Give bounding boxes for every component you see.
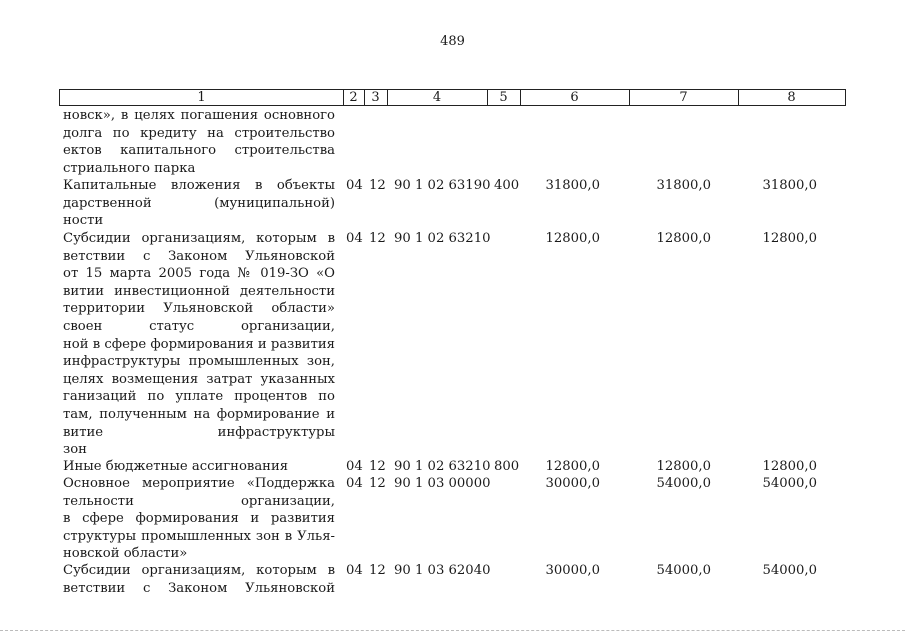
- description-line: своен статус организации,: [63, 318, 335, 334]
- row-4-col-8: 54000,0: [762, 476, 817, 491]
- row-1-col-3: 12: [369, 178, 386, 193]
- description-line: структуры промышленных зон в Улья-: [63, 528, 335, 544]
- row-3-col-7: 12800,0: [656, 459, 711, 474]
- row-1-col-7: 31800,0: [656, 178, 711, 193]
- description-line: целях возмещения затрат указанных: [63, 371, 335, 387]
- page-number: 489: [440, 34, 465, 49]
- row-1-col-5: 400: [494, 178, 520, 193]
- row-1-description: [63, 177, 335, 230]
- description-line: ности: [63, 213, 104, 229]
- description-line: дарственной (муниципальной): [63, 195, 335, 211]
- row-5-col-2: 04: [346, 563, 363, 578]
- description-line: ектов капитального строительства: [63, 143, 335, 159]
- row-5-col-3: 12: [369, 563, 386, 578]
- column-header-1: 1: [59, 89, 344, 106]
- description-line: ветствии с Законом Ульяновской: [63, 248, 335, 264]
- description-line: ной в сфере формирования и развития: [63, 336, 335, 352]
- row-2-col-3: 12: [369, 231, 386, 246]
- description-line: Субсидии организациям, которым в: [63, 231, 335, 246]
- row-3-col-2: 04: [346, 459, 363, 474]
- description-line: новск», в целях погашения основного: [63, 108, 335, 123]
- row-5-col-4: 90 1 03 62040: [394, 563, 491, 578]
- row-3-col-3: 12: [369, 459, 386, 474]
- description-line: зон: [63, 442, 87, 458]
- description-line: ганизаций по уплате процентов по: [63, 389, 335, 405]
- row-4-description: [63, 475, 335, 563]
- column-header-3: 3: [364, 89, 388, 106]
- description-line: ветствии с Законом Ульяновской: [63, 580, 335, 596]
- row-2-col-6: 12800,0: [545, 231, 600, 246]
- row-2-description: [63, 230, 335, 459]
- description-line: Основное мероприятие «Поддержка: [63, 476, 335, 491]
- column-header-2: 2: [343, 89, 365, 106]
- row-4-col-7: 54000,0: [656, 476, 711, 491]
- row-3-col-4: 90 1 02 63210: [394, 459, 491, 474]
- row-0-description: [63, 107, 335, 177]
- row-1-col-6: 31800,0: [545, 178, 600, 193]
- row-2-col-2: 04: [346, 231, 363, 246]
- description-line: Субсидии организациям, которым в: [63, 563, 335, 578]
- column-header-6: 6: [520, 89, 630, 106]
- description-line: в сфере формирования и развития: [63, 511, 335, 527]
- row-5-col-7: 54000,0: [656, 563, 711, 578]
- description-line: там, полученным на формирование и: [63, 406, 335, 422]
- row-4-col-4: 90 1 03 00000: [394, 476, 491, 491]
- row-1-col-8: 31800,0: [762, 178, 817, 193]
- row-3-description: [63, 458, 335, 476]
- row-1-col-4: 90 1 02 63190: [394, 178, 491, 193]
- row-3-col-6: 12800,0: [545, 459, 600, 474]
- description-line: территории Ульяновской области»: [63, 301, 335, 317]
- description-line: от 15 марта 2005 года № 019-ЗО «О: [63, 266, 335, 282]
- column-header-8: 8: [738, 89, 846, 106]
- description-line: стриального парка: [63, 160, 196, 176]
- column-header-7: 7: [629, 89, 739, 106]
- description-line: тельности организации,: [63, 493, 335, 509]
- description-line: витии инвестиционной деятельности: [63, 283, 335, 299]
- row-3-col-5: 800: [494, 459, 520, 474]
- row-5-col-6: 30000,0: [545, 563, 600, 578]
- description-line: Иные бюджетные ассигнования: [63, 459, 289, 474]
- row-2-col-4: 90 1 02 63210: [394, 231, 491, 246]
- row-4-col-2: 04: [346, 476, 363, 491]
- row-5-description: [63, 562, 335, 597]
- row-2-col-8: 12800,0: [762, 231, 817, 246]
- description-line: инфраструктуры промышленных зон,: [63, 354, 335, 370]
- row-5-col-8: 54000,0: [762, 563, 817, 578]
- description-line: новской области»: [63, 546, 188, 562]
- row-3-col-8: 12800,0: [762, 459, 817, 474]
- row-1-col-2: 04: [346, 178, 363, 193]
- description-line: долга по кредиту на строительство: [63, 125, 335, 141]
- description-line: Капитальные вложения в объекты: [63, 178, 335, 193]
- column-header-5: 5: [487, 89, 521, 106]
- page-bottom-edge: [0, 630, 905, 631]
- row-2-col-7: 12800,0: [656, 231, 711, 246]
- column-header-4: 4: [387, 89, 488, 106]
- description-line: витие инфраструктуры: [63, 424, 335, 440]
- row-4-col-3: 12: [369, 476, 386, 491]
- row-4-col-6: 30000,0: [545, 476, 600, 491]
